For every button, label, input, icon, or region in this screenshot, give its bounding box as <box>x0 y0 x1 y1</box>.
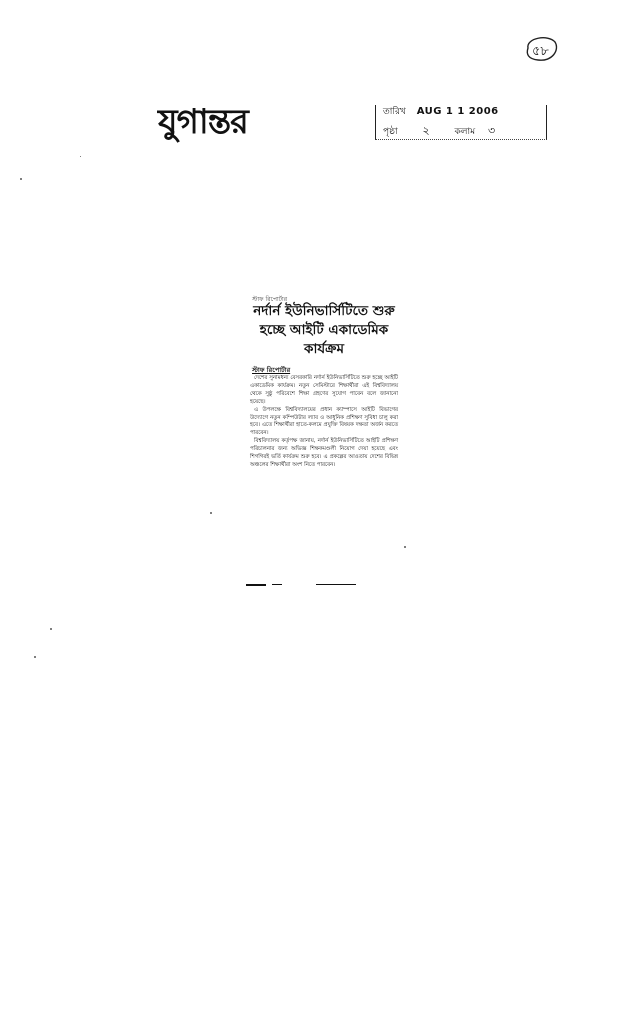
article-byline: স্টাফ রিপোর্টার <box>252 366 291 374</box>
scan-speck <box>404 546 406 548</box>
scan-speck <box>80 156 81 157</box>
end-rule-right <box>316 584 356 585</box>
stamp-column-value: ৩ <box>488 124 496 137</box>
headline-line-3: কার্যক্রম <box>304 341 344 357</box>
headline-line-1: নর্দার্ন ইউনিভার্সিটিতে শুরু <box>253 303 395 319</box>
end-rule-mid <box>272 584 282 585</box>
stamp-date-line <box>383 104 499 119</box>
article-body <box>250 375 398 470</box>
article-headline <box>246 302 402 359</box>
scan-speck <box>50 628 52 630</box>
stamp-date-label: তারিখ <box>383 107 406 117</box>
article-paragraph: বিশ্ববিদ্যালয় কর্তৃপক্ষ জানায়, নর্দার্ন ইউনিভার্সিটিতে আইটি প্রশিক্ষণ পরিচালনার জন্য অভিজ্ঞ শিক্ষকমণ্ডলী নিয়োগ দেয়া হয়েছে এবং শিগগিরই ভর্তি কার্যক্রম শুরু হবে। এ প্রকল্পের আওতায় দেশের বিভিন্ন অঞ্চলের শিক্ষার্থীরা অংশ নিতে পারবেন। <box>250 438 398 468</box>
scan-speck <box>210 512 212 514</box>
stamp-date-value: AUG 1 1 2006 <box>416 106 499 117</box>
end-rule-left <box>246 584 266 586</box>
newspaper-masthead: যুগান্তর <box>158 102 248 142</box>
stamp-page-line <box>383 122 495 141</box>
article-kicker: স্টাফ রিপোর্টার <box>252 296 288 303</box>
stamp-page-value: ২ <box>422 124 430 137</box>
article-paragraph: দেশের সুনামধন্য বেসরকারি নর্দার্ন ইউনিভার্সিটিতে শুরু হচ্ছে আইটি একাডেমিক কার্যক্রম। নতুন সেমিস্টারে শিক্ষার্থীরা এই বিশ্ববিদ্যালয় থেকে সুষ্ঠু পরিবেশে শিক্ষা গ্রহণের সুযোগ পাবেন বলে জানানো হয়েছে। <box>250 375 398 405</box>
scan-speck <box>34 656 36 658</box>
news-clipping <box>246 294 402 594</box>
stamp-page-label: পৃষ্ঠা <box>383 127 398 137</box>
clipping-date-stamp <box>375 95 547 143</box>
stamp-column-label: কলাম <box>454 127 476 137</box>
headline-line-2: হচ্ছে আইটি একাডেমিক <box>259 322 389 338</box>
article-paragraph: এ উপলক্ষে বিশ্ববিদ্যালয়ের প্রধান ক্যাম্পাসে আইটি বিভাগের উদ্যোগে নতুন কম্পিউটার ল্যাব ও আধুনিক প্রশিক্ষণ সুবিধা চালু করা হবে। এতে শিক্ষার্থীরা হাতে-কলমে প্রযুক্তি বিষয়ক দক্ষতা অর্জন করতে পারবেন। <box>250 406 398 437</box>
svg-text:৫৮: ৫৮ <box>532 44 549 59</box>
scan-speck <box>20 178 22 180</box>
handwritten-page-number <box>522 34 560 64</box>
